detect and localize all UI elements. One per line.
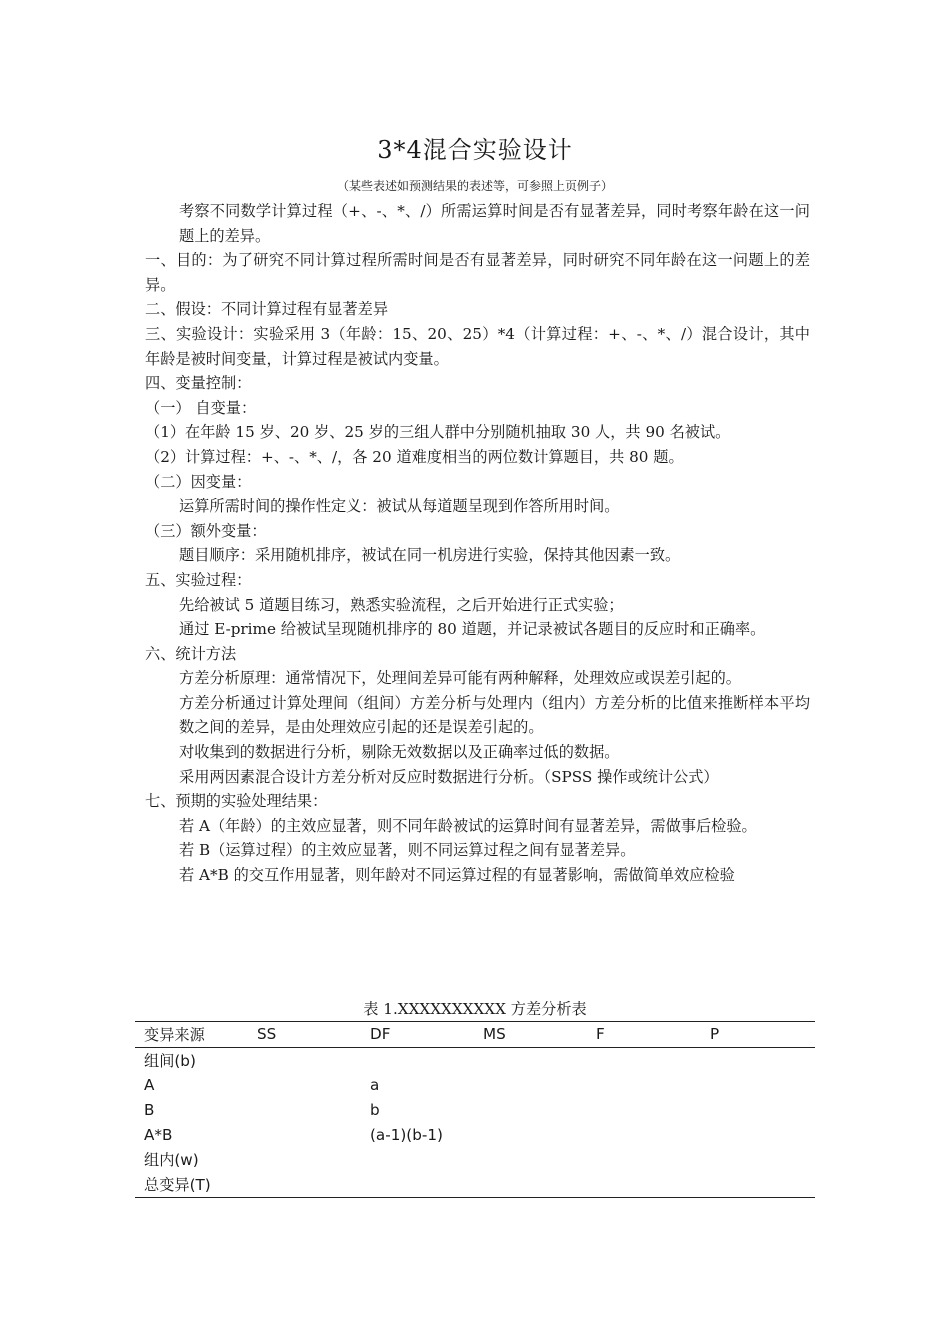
- table-cell: 总变异(T): [144, 1175, 211, 1194]
- section-variable-control: 四、变量控制：: [145, 374, 252, 393]
- table-cell: [248, 1073, 361, 1098]
- table-cell: [248, 1122, 361, 1147]
- procedure-practice: 先给被试 5 道题目练习，熟悉实验流程，之后开始进行正式实验；: [179, 595, 624, 614]
- subsection-iv: （一） 自变量：: [145, 398, 257, 417]
- table-cell: [587, 1172, 701, 1197]
- table-cell: [248, 1047, 361, 1072]
- table-row: [135, 1073, 815, 1098]
- section-design: 三、实验设计：实验采用 3（年龄：15、20、25）*4（计算过程：+、-、*、/）混合设计，其中年龄是被时间变量，计算过程是被试内变量。: [145, 324, 810, 368]
- table-row: [135, 1047, 815, 1072]
- table-row: [135, 1172, 815, 1197]
- dv-definition: 运算所需时间的操作性定义：被试从每道题呈现到作答所用时间。: [179, 497, 620, 516]
- table-row: [135, 1097, 815, 1122]
- anova-ratio: 方差分析通过计算处理间（组间）方差分析与处理内（组内）方差分析的比值来推断样本平均数之间的差异，是由处理效应引起的还是误差引起的。: [179, 693, 810, 737]
- section-hypothesis: 二、假设：不同计算过程有显著差异: [145, 300, 388, 319]
- table-row: [135, 1147, 815, 1172]
- section-purpose: 一、目的：为了研究不同计算过程所需时间是否有显著差异，同时研究不同年龄在这一问题上的差异。: [145, 251, 810, 294]
- table-cell: [701, 1047, 815, 1072]
- header-source: 变异来源: [144, 1025, 205, 1044]
- table-cell: b: [370, 1100, 380, 1119]
- table-cell: [587, 1097, 701, 1122]
- table-cell: [474, 1122, 587, 1147]
- table-cell: [361, 1147, 474, 1172]
- table-cell: B: [144, 1100, 155, 1119]
- header-df: DF: [370, 1025, 391, 1044]
- table-cell: [248, 1097, 361, 1122]
- table-cell: A: [144, 1075, 155, 1094]
- doc-subtitle: （某些表述如预测结果的表述等，可参照上页例子）: [336, 179, 613, 193]
- table-cell: [587, 1073, 701, 1098]
- table-cell: 组内(w): [144, 1150, 199, 1169]
- table-cell: A*B: [144, 1125, 173, 1144]
- section-statistics: 六、统计方法: [145, 644, 237, 663]
- table-header-row: [135, 1022, 815, 1048]
- anova-principle: 方差分析原理：通常情况下，处理间差异可能有两种解释，处理效应或误差引起的。: [179, 669, 741, 688]
- table-cell: [474, 1147, 587, 1172]
- section-expected-results: 七、预期的实验处理结果：: [145, 792, 328, 811]
- table-cell: [587, 1122, 701, 1147]
- subsection-extraneous: （三）额外变量：: [145, 521, 267, 540]
- table-cell: [701, 1172, 815, 1197]
- result-axb: 若 A*B 的交互作用显著，则年龄对不同运算过程的有显著影响，需做简单效应检验: [179, 866, 735, 885]
- extraneous-order: 题目顺序：采用随机排序，被试在同一机房进行实验，保持其他因素一致。: [179, 546, 681, 565]
- table-row: [135, 1122, 815, 1147]
- anova-table: [135, 1021, 815, 1198]
- result-b: 若 B（运算过程）的主效应显著，则不同运算过程之间有显著差异。: [179, 841, 636, 860]
- doc-body: [145, 199, 810, 888]
- header-ss: SS: [257, 1025, 277, 1044]
- table-cell: [701, 1073, 815, 1098]
- iv-item-age: （1）在年龄 15 岁、20 岁、25 岁的三组人群中分别随机抽取 30 人，共 90 名被试。: [145, 423, 731, 442]
- table-cell: [474, 1097, 587, 1122]
- table-cell: 组间(b): [144, 1051, 196, 1070]
- result-a: 若 A（年龄）的主效应显著，则不同年龄被试的运算时间有显著差异，需做事后检验。: [179, 816, 757, 835]
- data-cleaning: 对收集到的数据进行分析，剔除无效数据以及正确率过低的数据。: [179, 743, 620, 762]
- table-cell: [701, 1097, 815, 1122]
- section-procedure: 五、实验过程：: [145, 570, 252, 589]
- procedure-eprime: 通过 E-prime 给被试呈现随机排序的 80 道题，并记录被试各题目的反应时和正确率。: [179, 620, 766, 639]
- table-cell: [474, 1047, 587, 1072]
- table-cell: [587, 1047, 701, 1072]
- table-cell: a: [370, 1075, 380, 1094]
- mixed-anova: 采用两因素混合设计方差分析对反应时数据进行分析。（SPSS 操作或统计公式）: [179, 767, 719, 786]
- header-f: F: [596, 1025, 605, 1044]
- subsection-dv: （二）因变量：: [145, 472, 252, 491]
- iv-item-calc: （2）计算过程：+、-、*、/，各 20 道难度相当的两位数计算题目，共 80 题。: [145, 447, 684, 466]
- table-caption: 表 1.XXXXXXXXXX 方差分析表: [363, 1000, 587, 1018]
- table-cell: [248, 1172, 361, 1197]
- doc-title: 3*4混合实验设计: [377, 136, 573, 164]
- table-cell: [587, 1147, 701, 1172]
- table-cell: [701, 1122, 815, 1147]
- intro-paragraph: 考察不同数学计算过程（+、-、*、/）所需运算时间是否有显著差异，同时考察年龄在这一问题上的差异。: [179, 202, 810, 245]
- header-ms: MS: [483, 1025, 506, 1044]
- table-cell: [248, 1147, 361, 1172]
- table-cell: [474, 1172, 587, 1197]
- header-p: P: [710, 1025, 720, 1044]
- table-cell: [361, 1172, 474, 1197]
- table-cell: [474, 1073, 587, 1098]
- table-cell: [701, 1147, 815, 1172]
- table-cell: (a-1)(b-1): [370, 1125, 443, 1144]
- table-cell: [361, 1047, 474, 1072]
